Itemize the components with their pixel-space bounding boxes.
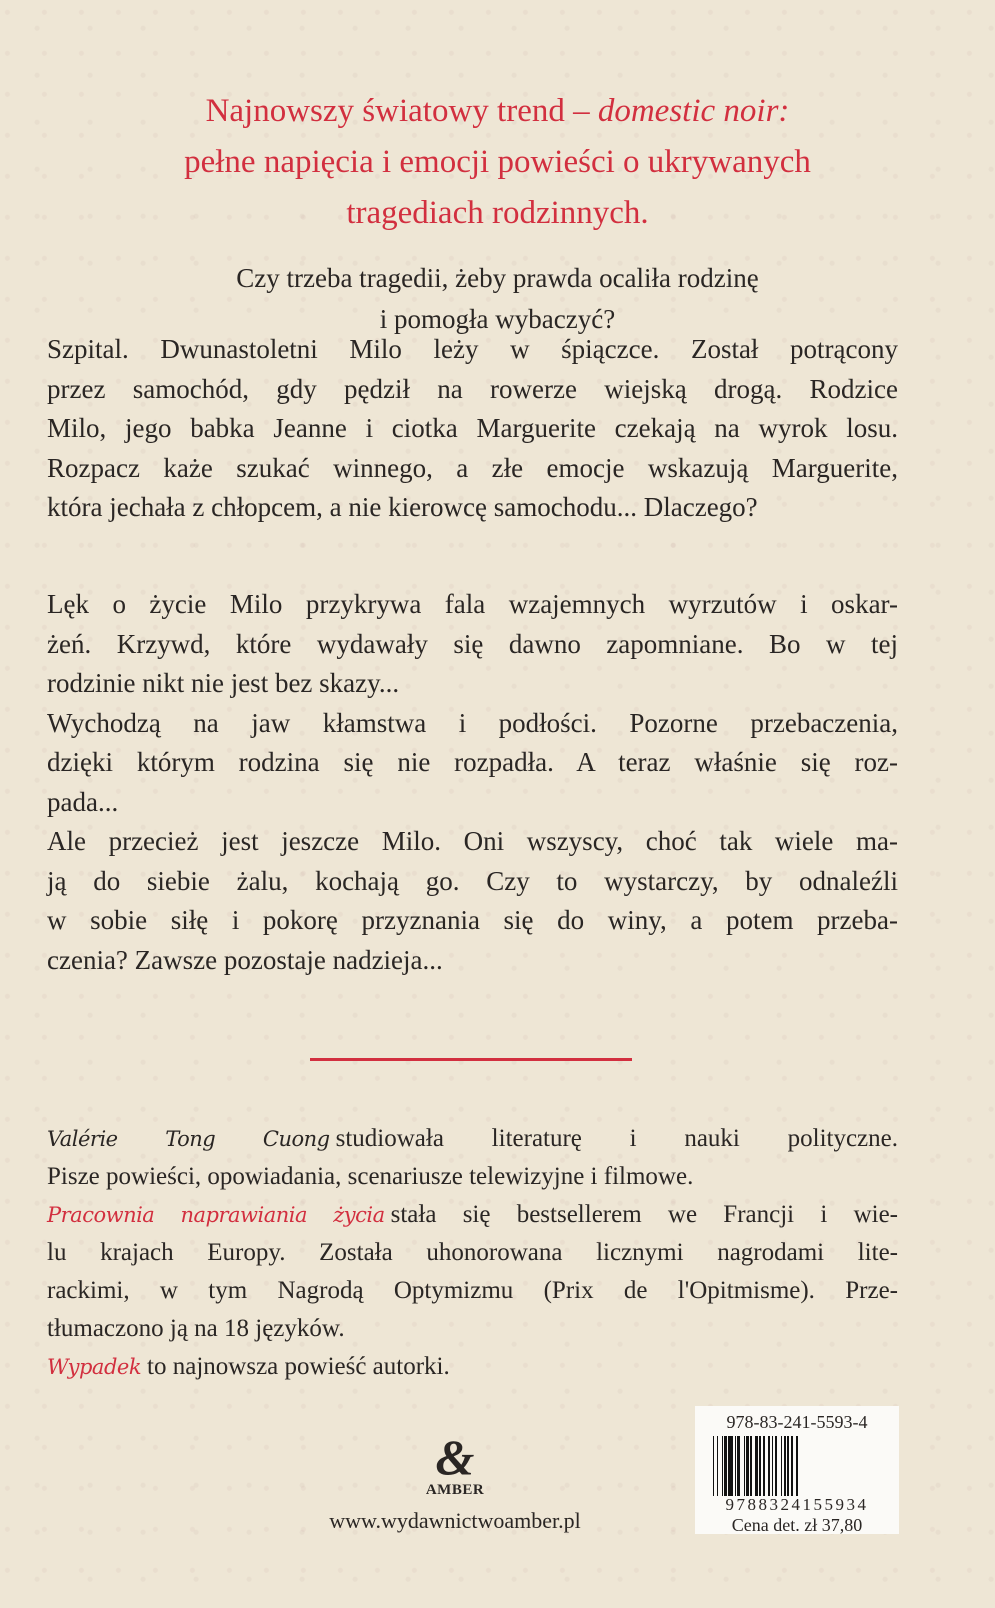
text-line: Szpital. Dwunastoletni Milo leży w śpiączce. Został potrącony [47,334,898,364]
headline [0,86,995,239]
headline-italic: domestic noir: [597,93,790,129]
text-line: tłumaczono ją na 18 języków. [47,1315,345,1342]
text-line: Lęk o życie Milo przykrywa fala wzajemnych wyrzutów i oskar- [47,589,898,619]
paragraph-2 [47,585,898,980]
question [0,258,995,340]
barcode-label [695,1406,899,1534]
text-line: przez samochód, gdy pędził na rowerze wiejską drogą. Rodzice [47,373,898,404]
book-title-handwritten: Wypadek [47,1355,142,1379]
text-line: Ale przecież jest jeszcze Milo. Oni wszyscy, choć tak wiele ma- [47,826,898,856]
amber-logo-icon: & [435,1429,475,1485]
barcode-icon [713,1436,885,1496]
text-line: dzięki którym rodzina się nie rozpadła. A teraz właśnie się roz- [47,747,898,777]
barcode-digits: 9788324155934 [725,1495,869,1514]
text-line: w sobie siłę i pokorę przyznania się do winy, a potem przeba- [47,905,898,935]
isbn: 978-83-241-5593-4 [726,1412,868,1432]
divider [310,1058,632,1061]
book-title-handwritten: Pracownia naprawiania życia [47,1203,385,1227]
text-line: Wychodzą na jaw kłamstwa i podłości. Pozorne przebaczenia, [47,707,898,738]
text-line: Pisze powieści, opowiadania, scenariusze telewizyjne i filmowe. [47,1163,694,1190]
headline-line-2: pełne napięcia i emocji powieści o ukrywanych [184,144,811,180]
text-line: czenia? Zawsze pozostaje nadzieja... [47,944,443,975]
text-line: ją do siebie żalu, kochają go. Czy to wystarczy, by odnaleźli [47,865,898,896]
author-name-handwritten: Valérie Tong Cuong [47,1127,330,1151]
paragraph-1 [47,330,898,528]
barcode-bar [798,1436,800,1496]
publisher-logo: & AMBER [420,1432,490,1499]
price: Cena det. zł 37,80 [731,1515,863,1535]
text-line: lu krajach Europy. Została uhonorowana licznymi nagrodami lite- [47,1239,898,1266]
author-bio: Valérie Tong Cuong studiowała literaturę i nauki polityczne. Pisze powieści, opowiadania, scenariusze telewizyjne i filmowe. Pracownia naprawiania życia stała się bestsellerem we Francji i wie- lu krajach Europy. Została uhonorowana licznymi nagrodami lite- rackimi, w tym Nagrodą Optymizmu (Prix de l'Opitmisme). Prze- tłumaczono ją na 18 języków. Wypadek to najnowsza powieść autorki. [47,1125,898,1380]
text-line: Rozpacz każe szukać winnego, a złe emocje wskazują Marguerite, [47,452,898,483]
headline-line-1: Najnowszy światowy trend – domestic noir: [205,93,790,129]
text-line: Milo, jego babka Jeanne i ciotka Marguerite czekają na wyrok losu. [47,413,898,443]
question-line: i pomogła wybaczyć? [379,304,616,334]
publisher-url[interactable]: www.wydawnictwoamber.pl [329,1508,581,1533]
text-line: rodzinie nikt nie jest bez skazy... [47,668,400,698]
question-line: Czy trzeba tragedii, żeby prawda ocaliła rodzinę [236,263,759,293]
text-line: która jechała z chłopcem, a nie kierowcę samochodu... Dlaczego? [47,492,758,522]
text-line: żeń. Krzywd, które wydawały się dawno zapomniane. Bo w tej [47,628,898,659]
text-line: pada... [47,786,119,817]
headline-line-3: tragediach rodzinnych. [346,195,649,231]
text-line: rackimi, w tym Nagrodą Optymizmu (Prix de l'Opitmisme). Prze- [47,1277,898,1304]
